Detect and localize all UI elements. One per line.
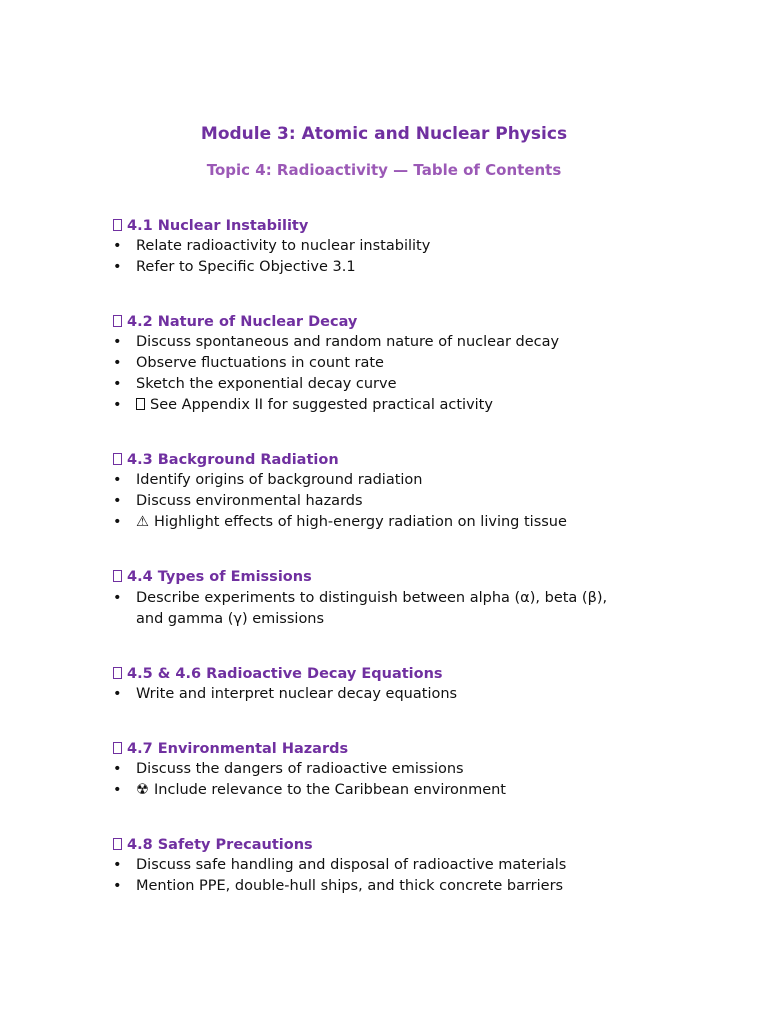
- list-item: [113, 257, 673, 278]
- section-heading: [113, 450, 673, 470]
- section-4-1: [113, 216, 673, 278]
- bullet: •: [113, 782, 122, 798]
- section-heading: [113, 567, 673, 587]
- bullet: •: [113, 238, 122, 254]
- bullet: •: [113, 259, 122, 275]
- bullet: •: [113, 376, 122, 392]
- bullet: •: [113, 857, 122, 873]
- list-item-text: Mention PPE, double-hull ships, and thick concrete barriers: [136, 878, 564, 894]
- list-item-text: Write and interpret nuclear decay equations: [136, 686, 458, 702]
- section-heading-text: 4.5 & 4.6 Radioactive Decay Equations: [127, 666, 443, 682]
- item-list: [113, 855, 673, 897]
- warning-icon: ⚠: [136, 514, 149, 530]
- list-item: [113, 512, 673, 533]
- bullet: •: [113, 472, 122, 488]
- page-subtitle: Topic 4: Radioactivity — Table of Contents: [206, 161, 562, 179]
- list-item-text: Refer to Specific Objective 3.1: [136, 259, 356, 275]
- section-heading-text: 4.7 Environmental Hazards: [127, 741, 349, 757]
- section-heading-text: 4.4 Types of Emissions: [127, 569, 312, 585]
- section-heading-text: 4.8 Safety Precautions: [127, 837, 313, 853]
- section-4-8: [113, 835, 673, 897]
- missing-glyph-icon: [113, 838, 122, 850]
- section-heading-text: 4.1 Nuclear Instability: [127, 218, 309, 234]
- list-item-text: See Appendix II for suggested practical activity: [150, 397, 493, 413]
- section-heading: [113, 664, 673, 684]
- section-heading: [113, 739, 673, 759]
- list-item: [113, 876, 673, 897]
- missing-glyph-icon: [136, 398, 145, 410]
- missing-glyph-icon: [113, 570, 122, 582]
- list-item-text: Include relevance to the Caribbean environment: [154, 782, 506, 798]
- list-item: [113, 332, 673, 353]
- section-4-3: [113, 450, 673, 533]
- section-4-7: [113, 739, 673, 801]
- section-heading: [113, 216, 673, 236]
- list-item-text: Identify origins of background radiation: [136, 472, 423, 488]
- missing-glyph-icon: [113, 453, 122, 465]
- bullet: •: [113, 334, 122, 350]
- list-item: [113, 470, 673, 491]
- section-4-4: [113, 567, 673, 630]
- bullet: •: [113, 514, 122, 530]
- list-item: [113, 395, 673, 416]
- list-item-text: Sketch the exponential decay curve: [136, 376, 397, 392]
- item-list: [113, 684, 673, 705]
- list-item-text: Relate radioactivity to nuclear instability: [136, 238, 431, 254]
- list-item: [113, 684, 673, 705]
- list-item-text: Discuss safe handling and disposal of radioactive materials: [136, 857, 567, 873]
- list-item-text: Describe experiments to distinguish between alpha (α), beta (β),: [136, 590, 608, 606]
- list-item-text: Observe fluctuations in count rate: [136, 355, 384, 371]
- item-list: [113, 759, 673, 801]
- section-heading: [113, 835, 673, 855]
- section-heading: [113, 312, 673, 332]
- list-item-text: Highlight effects of high-energy radiation on living tissue: [154, 514, 567, 530]
- section-4-5-4-6: [113, 664, 673, 705]
- list-item: [113, 491, 673, 512]
- list-item-text: Discuss spontaneous and random nature of nuclear decay: [136, 334, 560, 350]
- item-list: [113, 588, 673, 630]
- item-list: [113, 236, 673, 278]
- missing-glyph-icon: [113, 219, 122, 231]
- missing-glyph-icon: [113, 742, 122, 754]
- missing-glyph-icon: [113, 315, 122, 327]
- missing-glyph-icon: [113, 667, 122, 679]
- list-item: [113, 236, 673, 257]
- list-item-text: Discuss the dangers of radioactive emissions: [136, 761, 464, 777]
- bullet: •: [113, 590, 122, 606]
- section-heading-text: 4.3 Background Radiation: [127, 452, 339, 468]
- list-item-text: Discuss environmental hazards: [136, 493, 363, 509]
- bullet: •: [113, 878, 122, 894]
- list-item: [113, 759, 673, 780]
- list-item: [113, 780, 673, 801]
- list-item: [113, 855, 673, 876]
- bullet: •: [113, 355, 122, 371]
- bullet: •: [113, 493, 122, 509]
- radioactive-icon: ☢: [136, 782, 149, 798]
- page-title: Module 3: Atomic and Nuclear Physics: [200, 124, 568, 144]
- item-list: [113, 470, 673, 533]
- list-item: [113, 374, 673, 395]
- list-item: [113, 588, 673, 630]
- section-4-2: [113, 312, 673, 416]
- section-heading-text: 4.2 Nature of Nuclear Decay: [127, 314, 358, 330]
- item-list: [113, 332, 673, 416]
- list-item: [113, 353, 673, 374]
- list-item-text-continued: and gamma (γ) emissions: [136, 611, 325, 627]
- bullet: •: [113, 686, 122, 702]
- bullet: •: [113, 397, 122, 413]
- bullet: •: [113, 761, 122, 777]
